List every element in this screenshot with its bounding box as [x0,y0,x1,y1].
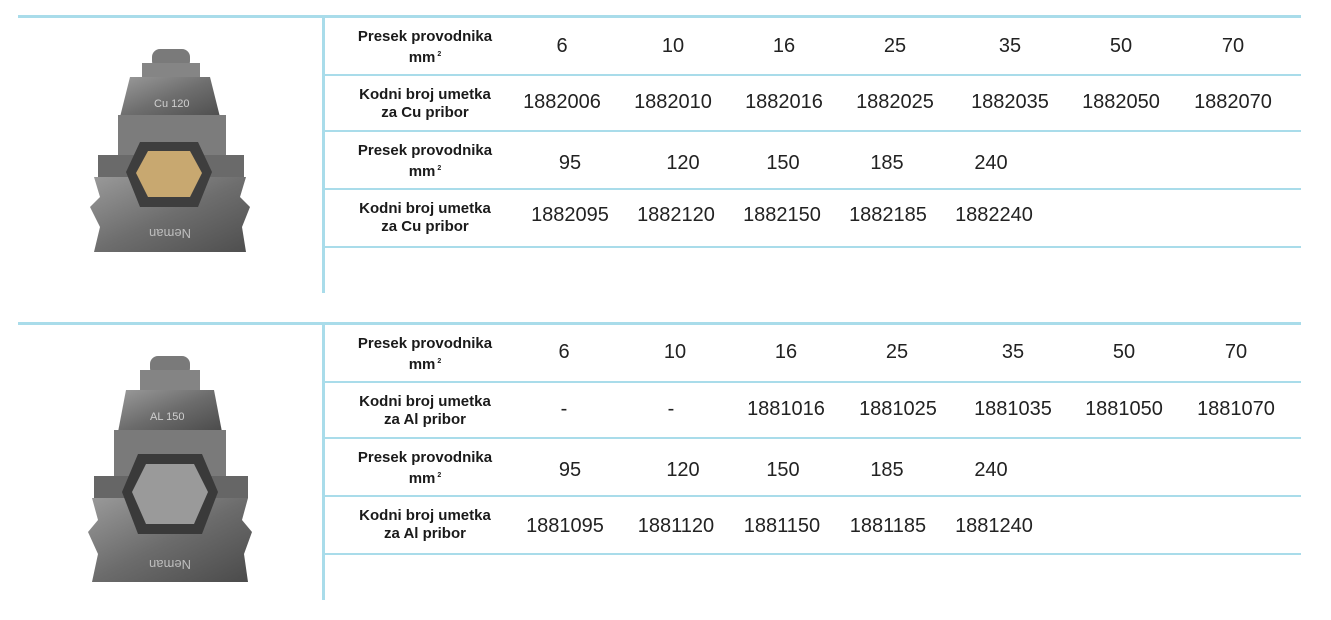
row-divider [325,553,1301,555]
table-cell: 95 [558,152,582,174]
table-row [325,383,1301,439]
row-label [325,28,525,67]
die-size-marking: Cu 120 [154,98,190,110]
table-cell: 1882016 [745,91,823,113]
row-label [325,86,525,122]
table-cell: 1881150 [743,515,821,537]
table-cell: 16 [772,35,796,57]
table-cell: 120 [666,152,700,174]
superscript: 2 [437,358,442,365]
table-cell: 50 [1109,35,1133,57]
die-size-marking: AL 150 [150,411,185,423]
row-label-line2: za Cu pribor [381,218,469,235]
row-label-line1: Presek provodnika [357,335,493,352]
table-row [325,132,1301,190]
table-cell: 35 [998,35,1022,57]
table-cell: 1881185 [849,515,927,537]
row-label-line2: mm [408,163,436,180]
die-brand-marking: Neman [149,557,191,572]
table-cell: 6 [558,341,570,363]
cu-crimp-die-photo [80,47,260,262]
table-cell: 120 [666,459,700,481]
table-cell: 185 [870,459,904,481]
table-cell: 1882240 [955,204,1033,226]
table-cell: 70 [1224,341,1248,363]
die-brand-marking: Neman [149,226,191,241]
table-cell: 1881050 [1085,398,1163,420]
row-label-line1: Kodni broj umetka [359,86,491,103]
row-label [325,507,525,543]
row-label [325,142,525,181]
row-label-line1: Presek provodnika [357,449,493,466]
table-cell: 1881095 [526,515,604,537]
table-cell: 10 [661,35,685,57]
table-cell: 1881120 [637,515,715,537]
table-row [325,497,1301,555]
al-section [0,322,1331,600]
table-cell: 1881070 [1197,398,1275,420]
cu-section [0,15,1331,293]
table-cell: 1882150 [743,204,821,226]
table-cell: 6 [556,35,568,57]
table-cell: 16 [774,341,798,363]
table-cell: 1882035 [971,91,1049,113]
row-label [325,335,525,374]
table-cell: 240 [974,152,1008,174]
table-row [325,76,1301,132]
superscript: 2 [437,51,442,58]
table-cell: 1882120 [637,204,715,226]
row-label-line1: Kodni broj umetka [359,200,491,217]
table-row [325,190,1301,248]
table-row [325,325,1301,383]
row-label [325,449,525,488]
row-label-line1: Kodni broj umetka [359,393,491,410]
table-cell: 10 [663,341,687,363]
table-cell: 1881016 [747,398,825,420]
row-label-line2: za Al pribor [384,411,466,428]
table-cell: 50 [1112,341,1136,363]
table-row [325,18,1301,76]
table-cell: 1882006 [523,91,601,113]
row-label-line2: mm [408,470,436,487]
table-cell: 70 [1221,35,1245,57]
table-cell: 150 [766,459,800,481]
al-crimp-die-photo [80,354,260,584]
table-row [325,439,1301,497]
table-cell: 1881025 [859,398,937,420]
table-cell: 185 [870,152,904,174]
table-cell: 95 [558,459,582,481]
row-label-line1: Presek provodnika [357,28,493,45]
row-label-line2: za Al pribor [384,525,466,542]
table-cell: 240 [974,459,1008,481]
row-divider [325,246,1301,248]
superscript: 2 [437,472,442,479]
row-label-line2: mm [408,49,436,66]
table-cell: 1882050 [1082,91,1160,113]
superscript: 2 [437,165,442,172]
row-label-line2: mm [408,356,436,373]
table-cell: 1881240 [955,515,1033,537]
row-label [325,200,525,236]
table-cell: 150 [766,152,800,174]
table-cell: 1882025 [856,91,934,113]
row-label-line1: Kodni broj umetka [359,507,491,524]
table-cell: 1882185 [849,204,927,226]
table-cell: 25 [883,35,907,57]
table-cell: 25 [885,341,909,363]
table-cell: 1882095 [531,204,609,226]
table-cell: 35 [1001,341,1025,363]
table-cell: 1882010 [634,91,712,113]
row-label-line1: Presek provodnika [357,142,493,159]
table-cell: - [667,398,675,420]
row-label-line2: za Cu pribor [381,104,469,121]
table-cell: - [560,398,568,420]
row-label [325,393,525,429]
table-cell: 1881035 [974,398,1052,420]
table-cell: 1882070 [1194,91,1272,113]
